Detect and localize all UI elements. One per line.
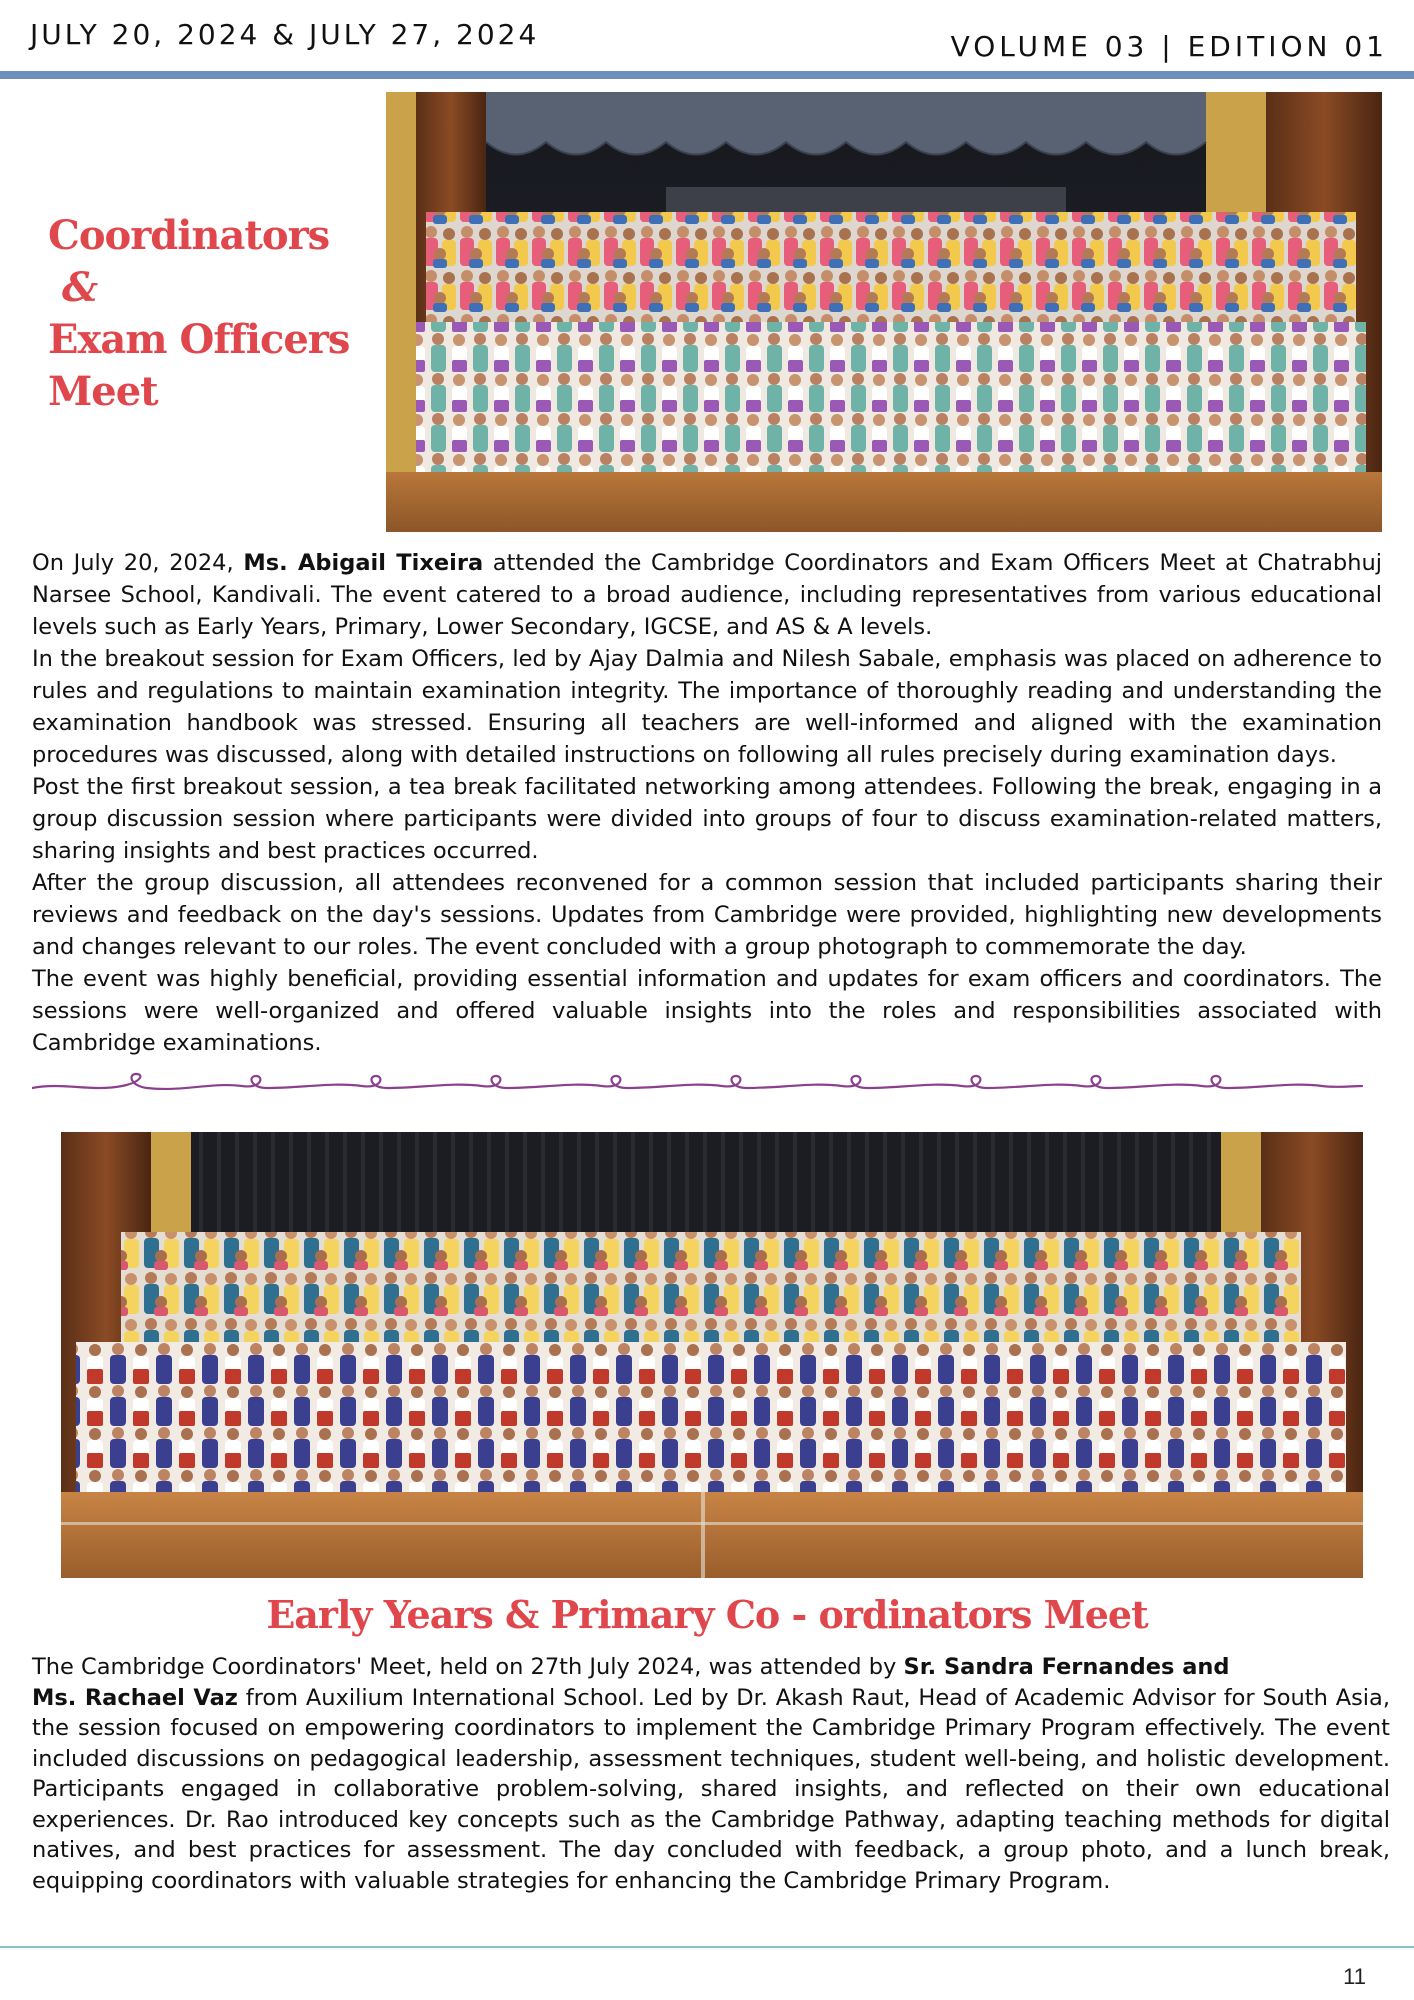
header-divider (0, 71, 1414, 79)
title-line: Meet (48, 368, 158, 415)
volume-edition: VOLUME 03 | EDITION 01 (950, 30, 1388, 63)
text-run: On July 20, 2024, (32, 550, 244, 576)
newsletter-date: JULY 20, 2024 & JULY 27, 2024 (30, 18, 540, 51)
page-number: 11 (1343, 1964, 1366, 1989)
footer-divider (0, 1946, 1414, 1948)
text-run: attended the Cambridge Coordinators and Exam Officers Meet at Chatrabhuj Narsee School, Kandivali. The event catered to a broad audience, including representatives from various educational levels such as Early Years, Primary, Lower Secondary, IGCSE, and AS & A levels. (32, 550, 1382, 640)
attendee-name: Ms. Rachael Vaz (32, 1684, 238, 1711)
attendee-name: Sr. Sandra Fernandes and (903, 1654, 1230, 1680)
text-run: The Cambridge Coordinators' Meet, held on 27th July 2024, was attended by (32, 1654, 904, 1680)
group-photo-exam-officers-meet (386, 92, 1382, 532)
title-ampersand: & (62, 264, 98, 311)
paragraph (32, 547, 1382, 643)
section-title-primary-coordinators-meet: Early Years & Primary Co - ordinators Meet (266, 1592, 1148, 1637)
group-photo-primary-coordinators-meet (61, 1132, 1363, 1578)
attendee-name: Ms. Abigail Tixeira (243, 550, 484, 576)
article-body-primary-coordinators-meet (32, 1652, 1390, 1896)
paragraph: After the group discussion, all attendees reconvened for a common session that included participants sharing their reviews and feedback on the day's sessions. Updates from Cambridge were provided, highlighting new developments and changes relevant to our roles. The event concluded with a group photograph to commemorate the day. (32, 870, 1382, 960)
paragraph: The event was highly beneficial, providing essential information and updates for exam officers and coordinators. The sessions were well-organized and offered valuable insights into the roles and responsibilities associated with Cambridge examinations. (32, 966, 1382, 1056)
paragraph: In the breakout session for Exam Officers, led by Ajay Dalmia and Nilesh Sabale, emphasis was placed on adherence to rules and regulations to maintain examination integrity. The importance of thoroughly reading and understanding the examination handbook was stressed. Ensuring all teachers are well-informed and aligned with the examination procedures was discussed, along with detailed instructions on following all rules precisely during examination days. (32, 646, 1382, 768)
decorative-squiggle-divider (32, 1066, 1364, 1106)
section-title-coordinators-meet (48, 210, 368, 418)
article-body-exam-officers-meet (32, 547, 1382, 1059)
text-run: from Auxilium International School. Led by Dr. Akash Raut, Head of Academic Advisor for South Asia, the session focused on empowering coordinators to implement the Cambridge Primary Program effectively. The event included discussions on pedagogical leadership, assessment techniques, student well-being, and holistic development. Participants engaged in collaborative problem-solving, shared insights, and reflected on their own educational experiences. Dr. Rao introduced key concepts such as the Cambridge Pathway, adapting teaching methods for digital natives, and best practices for assessment. The day concluded with feedback, a group photo, and a lunch break, equipping coordinators with valuable strategies for enhancing the Cambridge Primary Program. (32, 1684, 1391, 1894)
paragraph (32, 1652, 1390, 1896)
paragraph: Post the first breakout session, a tea break facilitated networking among attendees. Following the break, engaging in a group discussion session where participants were divided into groups of four to discuss examination-related matters, sharing insights and best practices occurred. (32, 774, 1382, 864)
title-line: Coordinators (48, 212, 330, 259)
title-line: Exam Officers (48, 316, 350, 363)
